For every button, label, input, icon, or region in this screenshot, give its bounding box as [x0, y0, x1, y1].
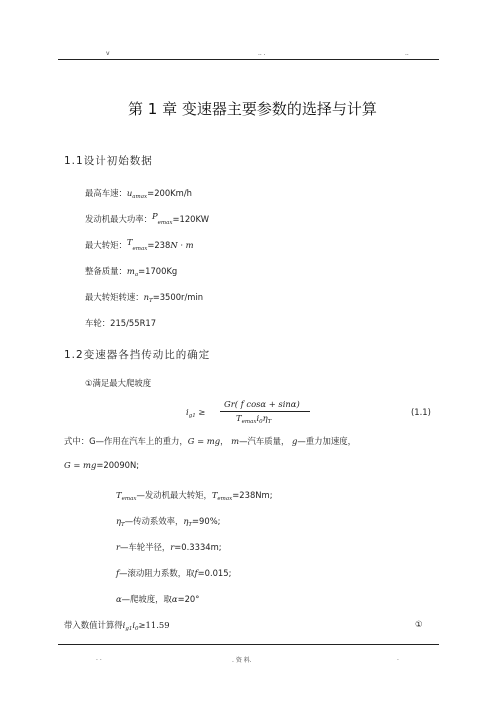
def-efficiency: $\eta_T—$传动系效率，$\eta_T=90\%$;	[116, 516, 221, 528]
spec-curb-mass: 整备质量：$m_a=1700Kg$	[85, 266, 178, 278]
spec-max-torque: 最大转矩：$T_{emax}=238N \cdot m$	[85, 237, 194, 252]
explain-line-2: G = mg=20090N;	[64, 460, 140, 470]
formula-numerator: Gr( f cosα + sinα)	[224, 399, 300, 409]
spec-max-power: 发动机最大功率：$P_{emax}=120KW$	[85, 211, 209, 226]
footer-left: . .	[96, 655, 102, 662]
def-rolling-resistance: f—滚动阻力系数，取f=0.015;	[116, 568, 232, 578]
header-right: ..	[405, 50, 409, 57]
formula-lhs: $i_{g1}$ ≥	[186, 407, 206, 419]
footer-right: .	[397, 655, 399, 662]
header-middle: .. .	[258, 50, 266, 57]
section-heading-1: 1.1设计初始数据	[64, 155, 153, 167]
fraction-bar	[220, 411, 310, 412]
spec-wheel: 车轮：215/55R17	[85, 318, 157, 328]
footer-middle: . 资 料.	[232, 657, 252, 664]
subheading-max-grade: ①满足最大爬坡度	[85, 378, 152, 388]
header-rule	[58, 59, 439, 60]
section-heading-2: 1.2变速器各挡传动比的确定	[64, 349, 211, 361]
header-left: v	[106, 50, 110, 57]
formula-number: (1.1)	[411, 407, 431, 417]
result-line: 带入数值计算得$i_{g1}i_0\ge 11.59$	[64, 620, 170, 632]
chapter-title: 第 1 章 变速器主要参数的选择与计算	[128, 100, 377, 118]
result-mark: ①	[415, 619, 423, 629]
def-wheel-radius: r—车轮半径，r=0.3334m;	[116, 542, 222, 552]
def-grade: α—爬坡度，取α=20°	[116, 594, 200, 604]
formula-denominator: $T_{emax}i_0\eta_T$	[236, 413, 272, 425]
footer-rule	[58, 644, 439, 645]
spec-max-torque-speed: 最大转矩转速：$n_T=3500r/\min$	[85, 292, 204, 304]
explain-line-1: 式中：G—作用在汽车上的重力，G = mg， m—汽车质量， g—重力加速度，	[64, 436, 357, 446]
spec-max-speed: 最高车速：$u_{amax}=200Km/h$	[85, 188, 192, 200]
def-engine-torque: $T_{emax}—$发动机最大转矩，$T_{emax}=238Nm$;	[116, 490, 273, 502]
